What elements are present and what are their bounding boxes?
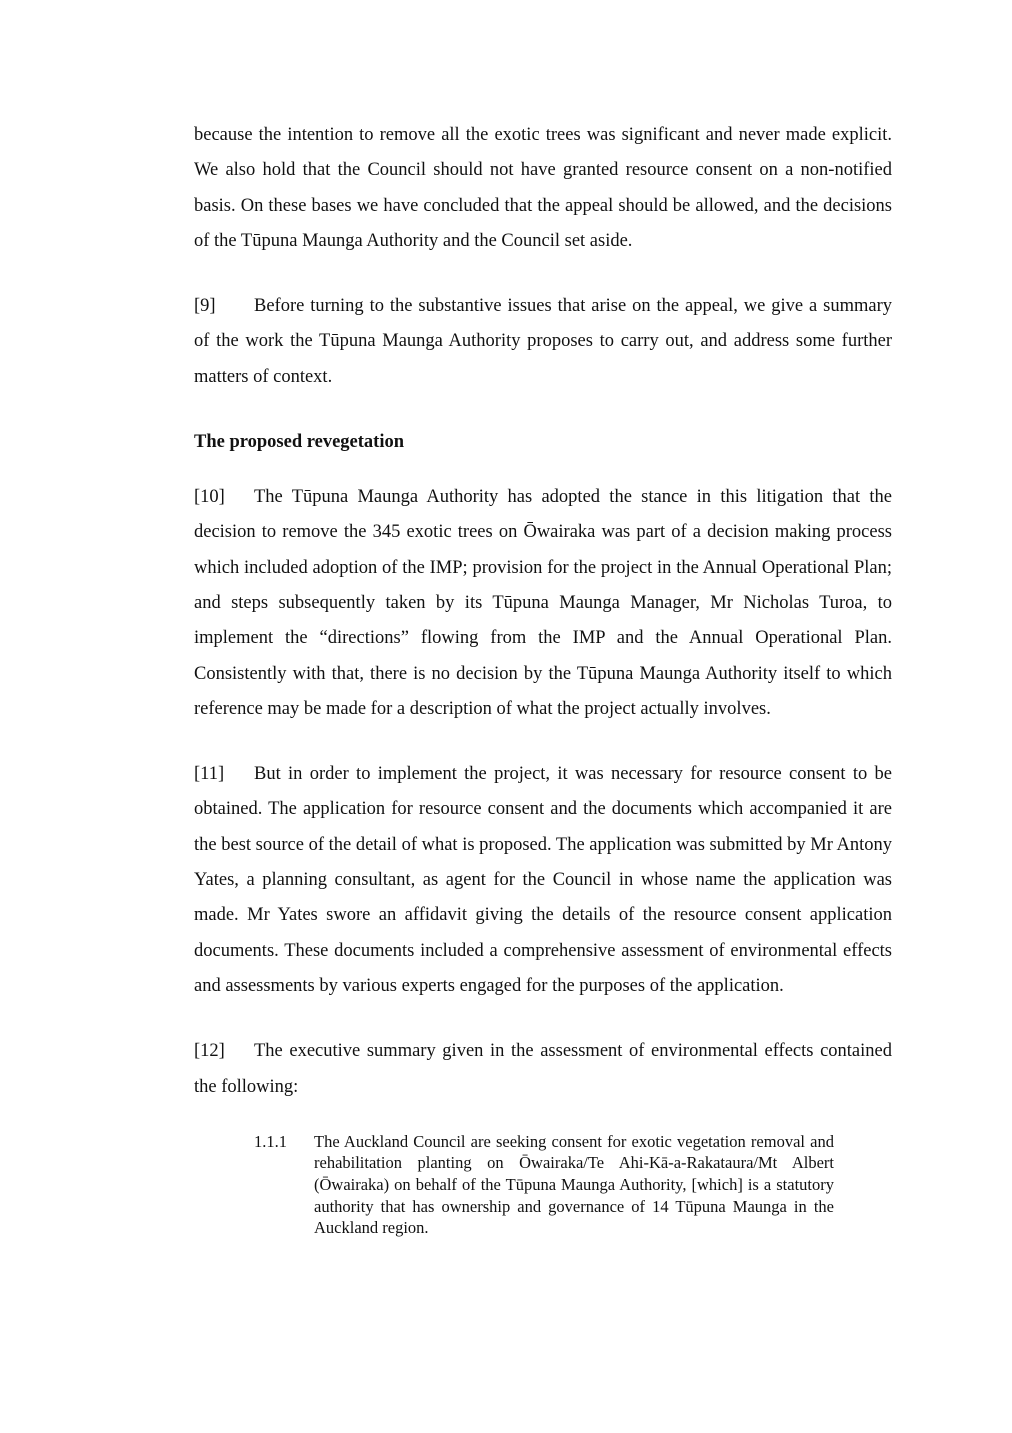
paragraph-number: [11] bbox=[194, 764, 225, 785]
paragraph-8-continued bbox=[194, 118, 892, 259]
paragraph-8-text: because the intention to remove all the exotic trees was significant and never made explicit. We also hold that the Council should not have granted resource consent on a non-notified basis. On these bases we have concluded that the appeal should be allowed, and the decisions of the Tūpuna Maunga Authority and the Council set aside. bbox=[194, 125, 892, 251]
paragraph-text: Before turning to the substantive issues that arise on the appeal, we give a summary of the work the Tūpuna Maunga Authority proposes to carry out, and address some further matters of context. bbox=[194, 296, 892, 387]
paragraph-12 bbox=[194, 1034, 892, 1105]
paragraph-11 bbox=[194, 757, 892, 1004]
paragraph-text: The Tūpuna Maunga Authority has adopted the stance in this litigation that the decision to remove the 345 exotic trees on Ōwairaka was part of a decision making process which included adoption of the IMP; provision for the project in the Annual Operational Plan; and steps subsequently taken by its Tūpuna Maunga Manager, Mr Nicholas Turoa, to implement the “directions” flowing from the IMP and the Annual Operational Plan. Consistently with that, there is no decision by the Tūpuna Maunga Authority itself to which reference may be made for a description of what the project actually involves. bbox=[194, 487, 892, 719]
paragraph-9 bbox=[194, 289, 892, 395]
paragraph-number: [10] bbox=[194, 487, 225, 508]
paragraph-10 bbox=[194, 480, 892, 727]
quote-number: 1.1.1 bbox=[254, 1131, 287, 1151]
paragraph-text: But in order to implement the project, it was necessary for resource consent to be obtained. The application for resource consent and the documents which accompanied it are the best source of the detail of what is proposed. The application was submitted by Mr Antony Yates, a planning consultant, as agent for the Council in whose name the application was made. Mr Yates swore an affidavit giving the details of the resource consent application documents. These documents included a comprehensive assessment of environmental effects and assessments by various experts engaged for the purposes of the application. bbox=[194, 764, 892, 996]
paragraph-number: [9] bbox=[194, 296, 216, 317]
quote-text: The Auckland Council are seeking consent for exotic vegetation removal and rehabilitation planting on Ōwairaka/Te Ahi-Kā-a-Rakataura/Mt Albert (Ōwairaka) on behalf of the Tūpuna Maunga Authority, [which] is a statutory authority that has ownership and governance of 14 Tūpuna Maunga in the Auckland region. bbox=[314, 1131, 834, 1238]
block-quote bbox=[254, 1131, 834, 1239]
paragraph-number: [12] bbox=[194, 1041, 225, 1062]
section-heading: The proposed revegetation bbox=[194, 432, 405, 453]
document-page bbox=[194, 118, 892, 1239]
paragraph-text: The executive summary given in the assessment of environmental effects contained the following: bbox=[194, 1041, 892, 1097]
